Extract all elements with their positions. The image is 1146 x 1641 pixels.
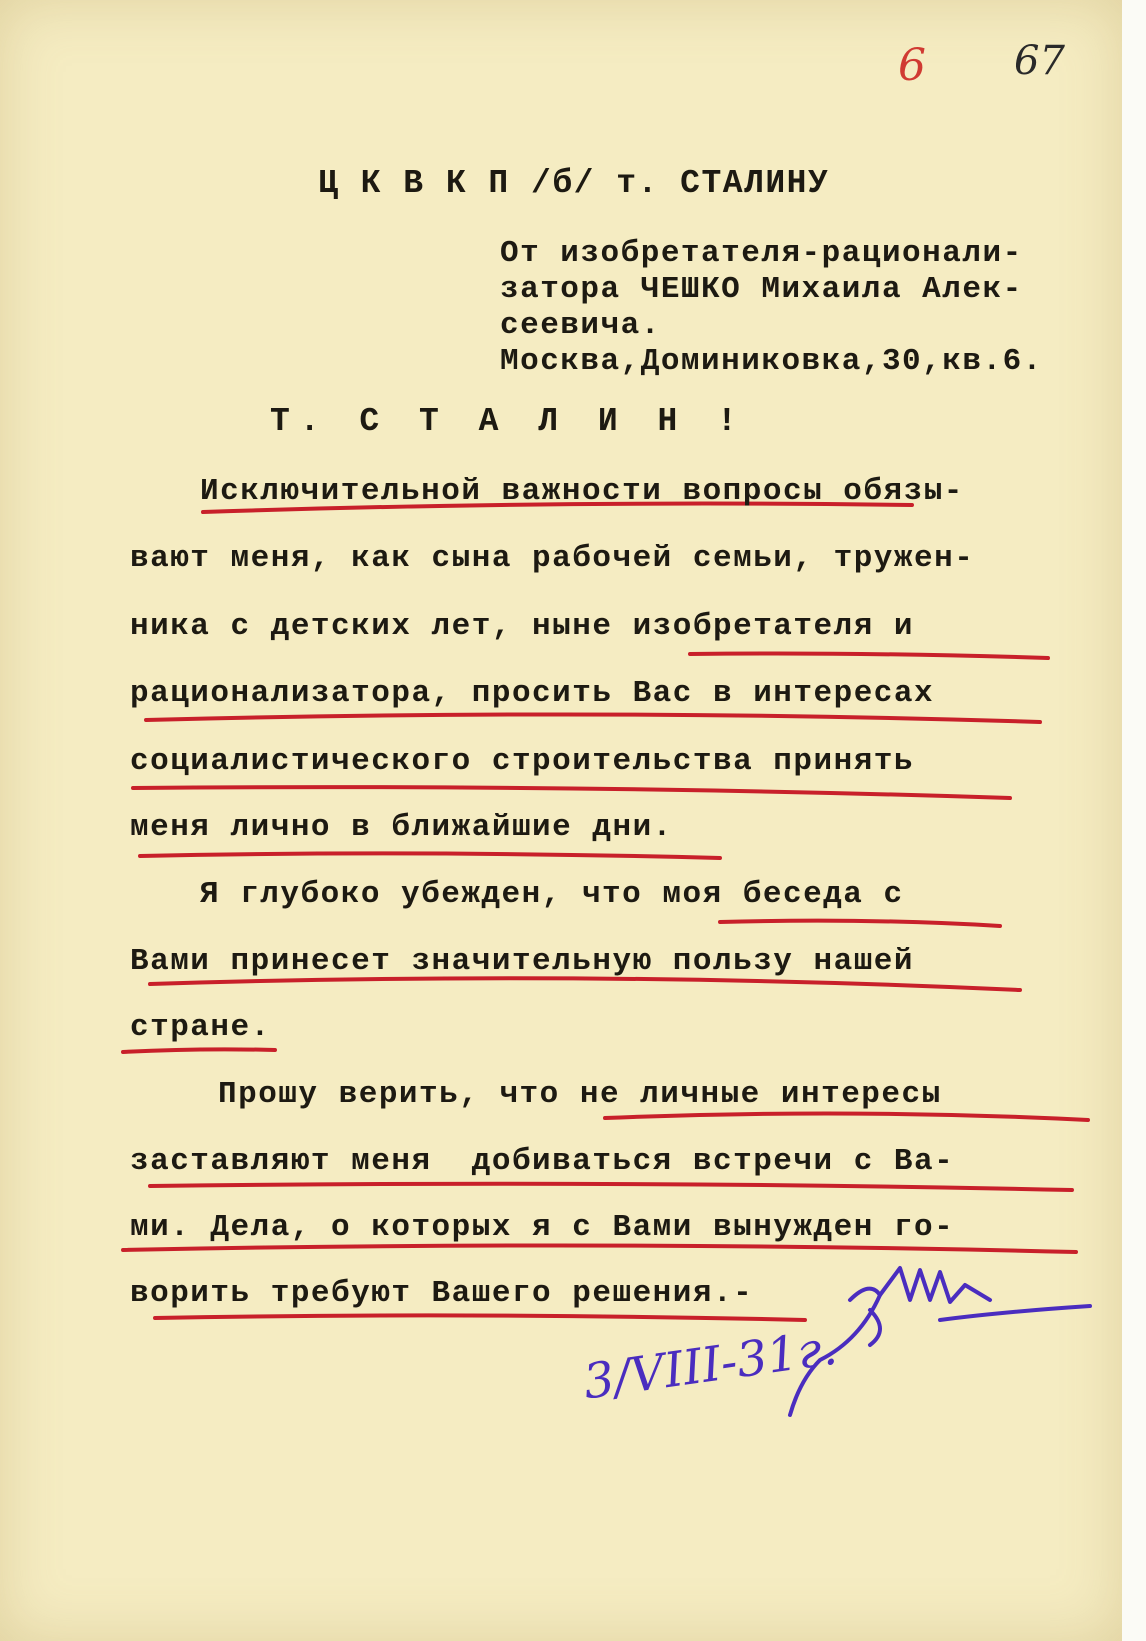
body-line: ворить требуют Вашего решения.- — [130, 1276, 754, 1311]
body-line: стране. — [130, 1010, 271, 1045]
sender-line: От изобретателя-рационали- — [500, 236, 1023, 271]
salutation: Т. С Т А Л И Н ! — [270, 403, 747, 440]
sender-line: сеевича. — [500, 308, 661, 343]
archive-page-number: 67 — [1014, 38, 1065, 84]
body-line: Прошу верить, что не личные интересы — [218, 1077, 942, 1112]
body-line: ми. Дела, о которых я с Вами вынужден го- — [130, 1210, 955, 1245]
body-line: ника с детских лет, ныне изобретателя и — [130, 609, 915, 644]
sender-address: Москва,Доминиковка,30,кв.6. — [500, 344, 1043, 379]
archive-red-number: 6 — [898, 40, 926, 91]
body-line: Вами принесет значительную пользу нашей — [130, 944, 915, 979]
body-line: рационализатора, просить Вас в интересах — [130, 676, 935, 711]
sender-line: затора ЧЕШКО Михаила Алек- — [500, 272, 1023, 307]
body-line: социалистического строительства принять — [130, 744, 915, 779]
body-line: меня лично в ближайшие дни. — [130, 810, 673, 845]
handwritten-date: 3/VIII-31г. — [580, 1319, 841, 1411]
body-line: вают меня, как сына рабочей семьи, тружен- — [130, 541, 975, 576]
addressee-line: Ц К В К П /б/ т. СТАЛИНУ — [318, 165, 830, 202]
body-line: Я глубоко убежден, что моя беседа с — [200, 877, 904, 912]
body-line: Исключительной важности вопросы обязы- — [200, 474, 964, 509]
body-line: заставляют меня добиваться встречи с Ва- — [130, 1144, 955, 1179]
